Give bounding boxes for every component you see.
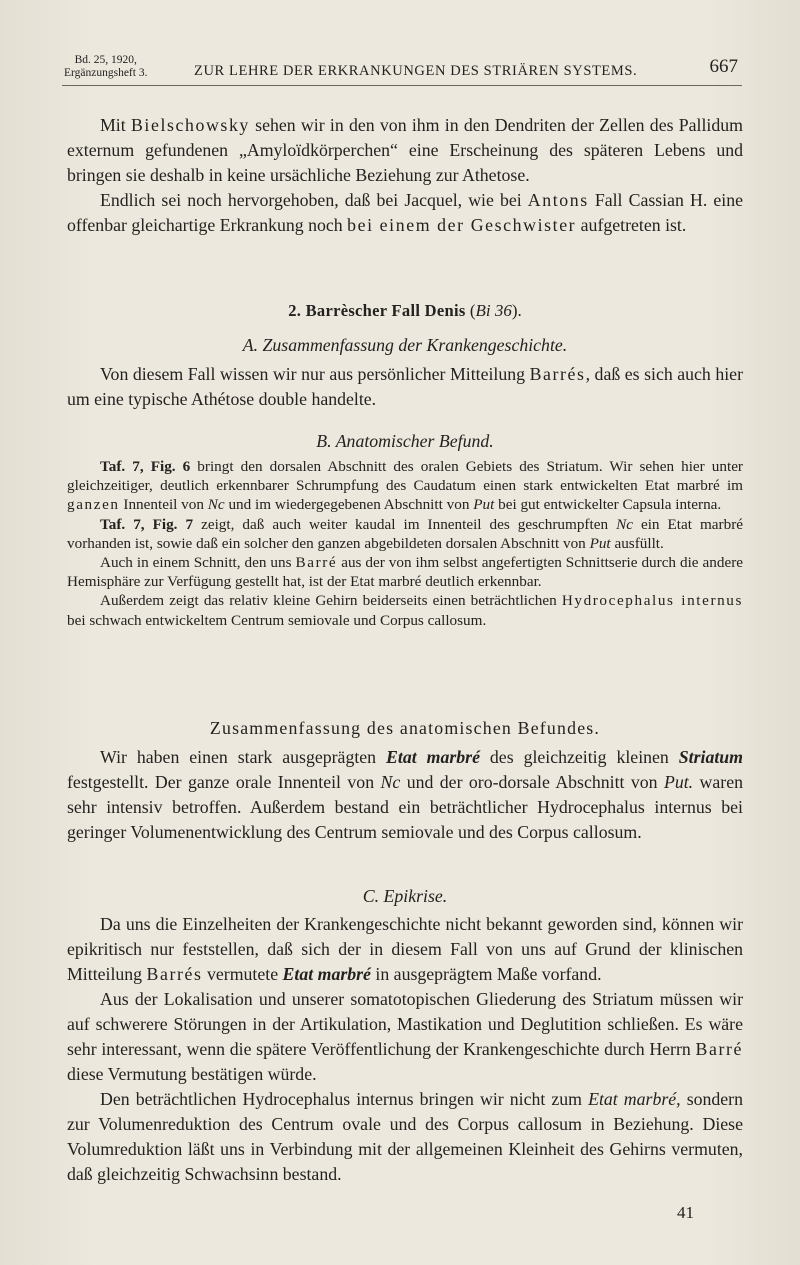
volume-info — [64, 54, 147, 80]
section-c-paragraph-1: Da uns die Einzelheiten der Krankengeschichte nicht bekannt geworden sind, können wir epikritisch nur feststellen, daß sich der in diesem Fall von uns auf Grund der klinischen Mitteilung Barrés vermutete Etat marbré in ausgeprägtem Maße vorfand. — [67, 914, 743, 984]
signature-mark: 41 — [677, 1203, 694, 1222]
section-c-paragraph-3: Den beträchtlichen Hydrocephalus internus bringen wir nicht zum Etat marbré, sondern zur Volumenreduktion des Centrum ovale und des Corpus callosum in Beziehung. Diese Volumreduktion läßt uns in Verbindung mit der allgemeinen Kleinheit des Gehirns vermuten, daß gleichzeitig Schwachsinn bestand. — [67, 1089, 743, 1184]
figure-reference: Taf. 7, Fig. 7 — [100, 515, 194, 533]
section-a-block — [67, 362, 743, 412]
running-header — [62, 54, 742, 90]
section-c-paragraph-2: Aus der Lokalisation und unserer somatotopischen Gliederung des Striatum müssen wir auf schwerere Störungen in der Artikulation, Mastikation und Deglutition schließen. Es wäre sehr interessant, wenn die spätere Veröffentlichung der Krankengeschichte durch Herrn Barré diese Vermutung bestätigen würde. — [67, 989, 743, 1084]
intro-paragraph-1: Mit Bielschowsky sehen wir in den von ihm in den Dendriten der Zellen des Pallidum externum gefundenen „Amyloïdkörperchen“ eine Erscheinung des späteren Lebens und bringen sie deshalb in keine ursächliche Beziehung zur Athetose. — [67, 115, 743, 185]
section-b-paragraph-4: Außerdem zeigt das relativ kleine Gehirn beiderseits einen beträchtlichen Hydrocephalus internus bei schwach entwickeltem Centrum semiovale und Corpus callosum. — [67, 592, 743, 629]
section-a-title: A. Zusammenfassung der Krankengeschichte. — [242, 335, 568, 355]
figure-reference: Taf. 7, Fig. 6 — [100, 458, 191, 475]
running-title: ZUR LEHRE DER ERKRANKUNGEN DES STRIÄREN SYSTEMS. — [194, 63, 638, 79]
case-heading: 2. Barrèscher Fall Denis (Bi 36). — [288, 301, 522, 320]
volume-line: Bd. 25, 1920, — [74, 54, 137, 66]
header-rule — [62, 85, 742, 86]
section-c-title: C. Epikrise. — [362, 886, 448, 906]
case-title: 2. Barrèscher Fall Denis — [288, 301, 466, 320]
section-b-block — [67, 457, 743, 630]
section-b-title: B. Anatomischer Befund. — [316, 431, 494, 451]
intro-paragraph-2: Endlich sei noch hervorgehoben, daß bei Jacquel, wie bei Antons Fall Cassian H. eine offenbar gleichartige Erkrankung noch bei einem der Geschwister aufgetreten ist. — [67, 190, 743, 235]
supplement-line: Ergänzungsheft 3. — [64, 67, 148, 79]
section-b-paragraph-1: Taf. 7, Fig. 6 bringt den dorsalen Abschnitt des oralen Gebiets des Striatum. Wir sehen hier unter gleichzeitiger, deutlich erkennbarer Schrumpfung des Caudatum einen stark entwickelten Etat marbré im ganzen Innenteil von Nc und im wiedergegebenen Abschnitt von Put bei gut entwickelter Capsula interna. — [67, 458, 743, 514]
section-b-paragraph-3: Auch in einem Schnitt, den uns Barré aus der von ihm selbst angefertigten Schnittserie durch die andere Hemisphäre zur Verfügung gestellt hat, ist der Etat marbré deutlich erkennbar. — [67, 554, 743, 591]
case-reference: Bi 36 — [475, 301, 512, 320]
section-b-paragraph-2: Taf. 7, Fig. 7 zeigt, daß auch weiter kaudal im Innenteil des geschrumpften Nc ein Etat marbré vorhanden ist, sowie daß ein solcher den ganzen abgebildeten dorsalen Abschnitt von Put ausfüllt. — [67, 515, 743, 552]
page-number: 667 — [709, 56, 738, 77]
section-c-block — [67, 912, 743, 1187]
summary-paragraph: Wir haben einen stark ausgeprägten Etat marbré des gleichzeitig kleinen Striatum festgestellt. Der ganze orale Innenteil von Nc und der oro-dorsale Abschnitt von Put. waren sehr intensiv betroffen. Außerdem bestand ein beträchtlicher Hydrocephalus internus bei geringer Volumenentwicklung des Centrum semiovale und des Corpus callosum. — [67, 747, 744, 842]
summary-block — [67, 745, 743, 845]
section-a-paragraph: Von diesem Fall wissen wir nur aus persönlicher Mitteilung Barrés, daß es sich auch hier um eine typische Athétose double handelte. — [67, 364, 743, 409]
intro-block — [67, 113, 743, 238]
summary-title: Zusammenfassung des anatomischen Befundes. — [209, 718, 601, 738]
